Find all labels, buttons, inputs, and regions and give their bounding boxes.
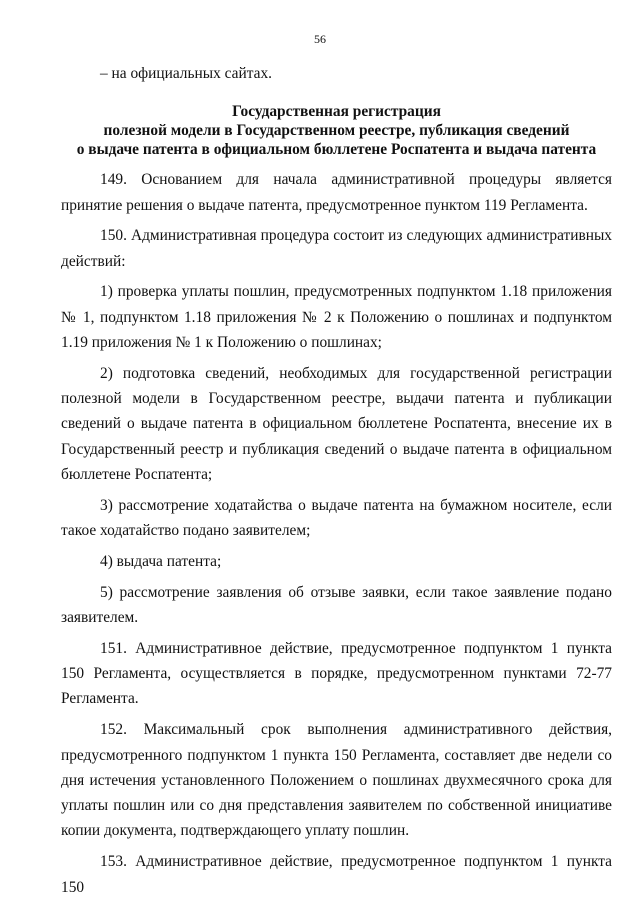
- heading-line-3: о выдаче патента в официальном бюллетене Роспатента и выдача патента: [76, 141, 597, 159]
- intro-line: – на официальных сайтах.: [100, 65, 272, 82]
- list-item-2: 2) подготовка сведений, необходимых для государственной регистрации полезной модели в Государственном реестре, выдачи патента и публикации сведений о выдаче патента в официальном бюллетене Роспатента, внесение их в Государственный реестр и публикация сведений о выдаче патента в официальном бюллетене Роспатента;: [61, 364, 612, 484]
- paragraph-150: 150. Административная процедура состоит из следующих административных действий:: [61, 227, 612, 270]
- paragraph-149: 149. Основанием для начала административной процедуры является принятие решения о выдаче патента, предусмотренное пунктом 119 Регламента.: [61, 171, 612, 214]
- paragraph-152: 152. Максимальный срок выполнения административного действия, предусмотренного подпунктом 1 пункта 150 Регламента, составляет две недели со дня истечения установленного Положением о пошлинах двухмесячного срока для уплаты пошлин или со дня представления заявителем по собственной инициативе копии документа, подтверждающего уплату пошлин.: [61, 721, 612, 840]
- paragraph-153: 153. Административное действие, предусмотренное подпунктом 1 пункта 150: [61, 853, 612, 896]
- list-item-4: 4) выдача патента;: [100, 552, 222, 570]
- page-number: 56: [314, 32, 326, 46]
- section-heading: [61, 102, 612, 159]
- heading-line-1: Государственная регистрация: [232, 103, 441, 121]
- list-item-5: 5) рассмотрение заявления об отзыве заявки, если такое заявление подано заявителем.: [61, 583, 612, 627]
- list-item-3: 3) рассмотрение ходатайства о выдаче патента на бумажном носителе, если такое ходатайство подано заявителем;: [61, 496, 612, 540]
- paragraph-151: 151. Административное действие, предусмотренное подпунктом 1 пункта 150 Регламента, осуществляется в порядке, предусмотренном пунктами 72-77 Регламента.: [61, 639, 612, 708]
- list-item-1: 1) проверка уплаты пошлин, предусмотренных подпунктом 1.18 приложения № 1, подпунктом 1.18 приложения № 2 к Положению о пошлинах и подпунктом 1.19 приложения № 1 к Положению о пошлинах;: [61, 283, 612, 352]
- document-body: [61, 61, 612, 900]
- heading-line-2: полезной модели в Государственном реестре, публикация сведений: [103, 122, 570, 140]
